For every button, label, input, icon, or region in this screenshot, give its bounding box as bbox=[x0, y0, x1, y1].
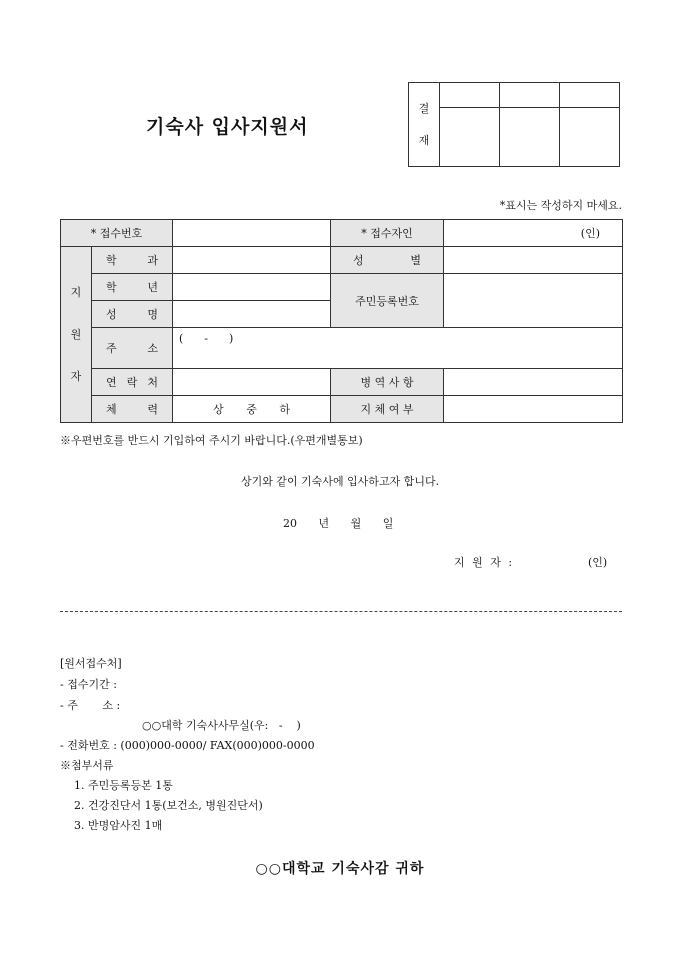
postal-code-placeholder: ( - ) bbox=[179, 332, 234, 345]
attachments-header: ※첨부서류 bbox=[60, 759, 114, 772]
postal-code-note: ※우편번호를 반드시 기입하여 주시기 바랍니다.(우편개별통보) bbox=[60, 434, 363, 447]
document-title: 기숙사 입사지원서 bbox=[146, 116, 309, 138]
name-field[interactable] bbox=[173, 301, 331, 328]
attachment-item-2: 2. 건강진단서 1통(보건소, 병원진단서) bbox=[74, 799, 263, 812]
approval-label bbox=[409, 83, 440, 167]
receipt-address-label: - 주 소 : bbox=[60, 699, 121, 712]
approval-label-bottom: 재 bbox=[418, 133, 430, 147]
receipt-phone: - 전화번호 : (000)000-0000/ FAX(000)000-0000 bbox=[60, 739, 315, 752]
closing-addressee: ○○대학교 기숙사감 귀하 bbox=[255, 861, 425, 877]
gender-field[interactable] bbox=[444, 247, 623, 274]
approval-header-cell-3 bbox=[560, 83, 620, 108]
approval-sign-cell-2[interactable] bbox=[500, 108, 560, 167]
approval-sign-cell-1[interactable] bbox=[440, 108, 500, 167]
date-line: 20 년 월 일 bbox=[283, 517, 394, 530]
applicant-signature-line bbox=[454, 554, 608, 570]
receipt-seal-label: * 접수자인 bbox=[331, 220, 444, 247]
applicant-seal-mark[interactable]: (인) bbox=[588, 556, 608, 569]
applicant-group-char-1: 지 bbox=[70, 285, 82, 299]
cut-line-divider bbox=[60, 611, 622, 612]
military-field[interactable] bbox=[444, 369, 623, 396]
attachment-item-3: 3. 반명암사진 1매 bbox=[74, 819, 163, 832]
approval-sign-cell-3[interactable] bbox=[560, 108, 620, 167]
applicant-group-label bbox=[61, 247, 92, 423]
receipt-no-label: * 접수번호 bbox=[61, 220, 173, 247]
approval-label-top: 결 bbox=[418, 101, 430, 115]
application-table bbox=[60, 219, 623, 423]
approval-header-cell-2 bbox=[500, 83, 560, 108]
address-label: 주 소 bbox=[92, 328, 173, 369]
attachment-item-1: 1. 주민등록등본 1통 bbox=[74, 779, 173, 792]
contact-field[interactable] bbox=[173, 369, 331, 396]
applicant-label: 지 원 자 : bbox=[454, 556, 515, 569]
contact-label: 연 락 처 bbox=[92, 369, 173, 396]
year-label: 학 년 bbox=[92, 274, 173, 301]
staff-only-note: *표시는 작성하지 마세요. bbox=[499, 199, 622, 212]
disability-label: 지 체 여 부 bbox=[331, 396, 444, 423]
rrn-field[interactable] bbox=[444, 274, 623, 328]
receipt-info-header: [원서접수처] bbox=[60, 657, 122, 670]
receipt-no-field[interactable] bbox=[173, 220, 331, 247]
name-label: 성 명 bbox=[92, 301, 173, 328]
applicant-group-char-3: 자 bbox=[70, 369, 82, 383]
gender-label: 성 별 bbox=[331, 247, 444, 274]
receipt-seal-mark: (인) bbox=[580, 227, 601, 240]
physical-label: 체 력 bbox=[92, 396, 173, 423]
dept-label: 학 과 bbox=[92, 247, 173, 274]
approval-box bbox=[408, 82, 620, 167]
dept-field[interactable] bbox=[173, 247, 331, 274]
approval-header-cell-1 bbox=[440, 83, 500, 108]
disability-field[interactable] bbox=[444, 396, 623, 423]
receipt-period: - 접수기간 : bbox=[60, 678, 117, 691]
year-field[interactable] bbox=[173, 274, 331, 301]
applicant-group-char-2: 원 bbox=[70, 327, 82, 341]
receipt-seal-field[interactable] bbox=[444, 220, 623, 247]
physical-options[interactable]: 상 중 하 bbox=[173, 396, 331, 423]
military-label: 병 역 사 항 bbox=[331, 369, 444, 396]
rrn-label: 주민등록번호 bbox=[331, 274, 444, 328]
address-field[interactable] bbox=[173, 328, 623, 369]
receipt-address-value: ○○대학 기숙사사무실(우: - ) bbox=[142, 719, 301, 732]
application-statement: 상기와 같이 기숙사에 입사하고자 합니다. bbox=[240, 475, 440, 488]
